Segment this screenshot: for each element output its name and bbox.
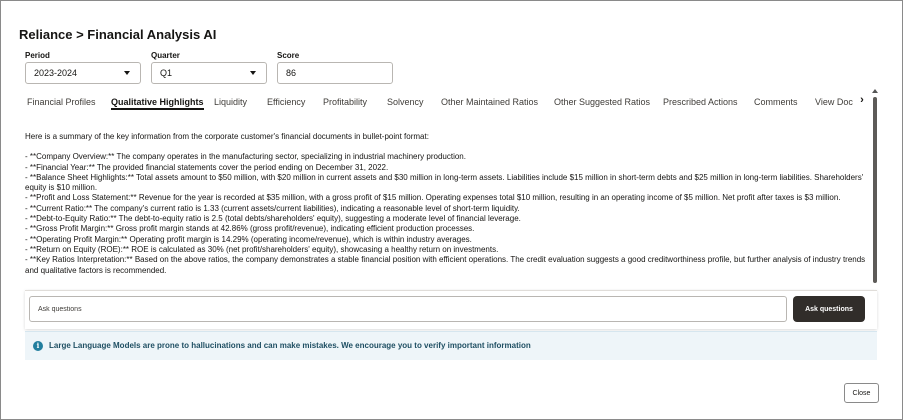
quarter-label: Quarter — [151, 51, 180, 60]
summary-bullet: - **Balance Sheet Highlights:** Total assets amount to $50 million, with $20 million in current assets and $30 million in long-term assets. Liabilities include $15 million in short-term debts and $25 million in long-term liabilities. Shareholders' equity is $10 million. — [25, 172, 864, 193]
summary-content — [25, 132, 870, 276]
llm-disclaimer-banner — [25, 331, 877, 360]
tab-financial-profiles[interactable]: Financial Profiles — [27, 97, 96, 107]
tab-comments[interactable]: Comments — [754, 97, 798, 107]
quarter-select[interactable] — [151, 62, 267, 84]
tab-liquidity[interactable]: Liquidity — [214, 97, 248, 107]
summary-bullet: - **Current Ratio:** The company's current ratio is 1.33 (current assets/current liabilities), indicating a reasonable level of short-term liquidity. — [25, 203, 520, 213]
scroll-up-icon[interactable] — [872, 89, 878, 93]
summary-bullet: - **Debt-to-Equity Ratio:** The debt-to-equity ratio is 2.5 (total debts/shareholders' equity), suggesting a moderate level of financial leverage. — [25, 214, 521, 224]
score-field[interactable] — [277, 62, 393, 84]
summary-bullet: - **Company Overview:** The company operates in the manufacturing sector, specializing in industrial machinery production. — [25, 152, 466, 162]
tab-other-maintained-ratios[interactable]: Other Maintained Ratios — [441, 97, 539, 107]
period-label: Period — [25, 51, 50, 60]
caret-down-icon — [124, 71, 130, 75]
period-value: 2023-2024 — [34, 68, 78, 78]
score-label: Score — [277, 51, 300, 60]
ask-panel — [25, 290, 877, 329]
caret-down-icon — [250, 71, 256, 75]
chevron-right-icon[interactable]: › — [860, 94, 864, 106]
disclaimer-text: Large Language Models are prone to hallucinations and can make mistakes. We encourage you to verify important information — [49, 341, 531, 350]
summary-bullet: - **Return on Equity (ROE):** ROE is calculated as 30% (net profit/shareholders' equity), showcasing a healthy return on investments. — [25, 244, 499, 254]
summary-bullet: - **Operating Profit Margin:** Operating profit margin is 14.29% (operating income/revenue), which is within industry averages. — [25, 234, 472, 244]
summary-intro: Here is a summary of the key information from the corporate customer's financial documents in bullet-point format: — [25, 132, 429, 141]
tab-profitability[interactable]: Profitability — [323, 97, 368, 107]
scroll-thumb[interactable] — [873, 97, 877, 283]
dialog-title: Reliance > Financial Analysis AI — [19, 27, 217, 42]
ask-questions-input[interactable] — [29, 296, 787, 322]
summary-bullet: - **Gross Profit Margin:** Gross profit margin stands at 42.86% (gross profit/revenue), indicating efficient production processes. — [25, 224, 475, 234]
score-value: 86 — [286, 68, 297, 78]
tab-solvency[interactable]: Solvency — [387, 97, 424, 107]
period-select[interactable] — [25, 62, 141, 84]
tab-view-doc[interactable]: View Doc — [815, 97, 853, 107]
close-button[interactable]: Close — [844, 383, 879, 403]
tab-prescribed-actions[interactable]: Prescribed Actions — [663, 97, 738, 107]
quarter-value: Q1 — [160, 68, 173, 78]
content-scrollbar[interactable] — [871, 89, 879, 285]
tab-bar — [19, 93, 855, 113]
summary-bullet: - **Profit and Loss Statement:** Revenue for the year is recorded at $35 million, with a gross profit of $15 million. Operating expenses total $10 million, resulting in an operating income of $5 million. Net profit after taxes is $3 million. — [25, 193, 841, 203]
tab-efficiency[interactable]: Efficiency — [267, 97, 306, 107]
tab-other-suggested-ratios[interactable]: Other Suggested Ratios — [554, 97, 651, 107]
summary-bullet: - **Financial Year:** The provided financial statements cover the period ending on December 31, 2022. — [25, 162, 389, 172]
info-icon: i — [33, 341, 43, 351]
ask-questions-button[interactable]: Ask questions — [793, 296, 865, 322]
tab-qualitative-highlights[interactable]: Qualitative Highlights — [111, 97, 204, 110]
summary-bullet: - **Key Ratios Interpretation:** Based on the above ratios, the company demonstrates a stable financial position with efficient operations. The credit evaluation suggests a good creditworthiness profile, but further analysis of industry trends and qualitative factors is recommended. — [25, 255, 866, 275]
